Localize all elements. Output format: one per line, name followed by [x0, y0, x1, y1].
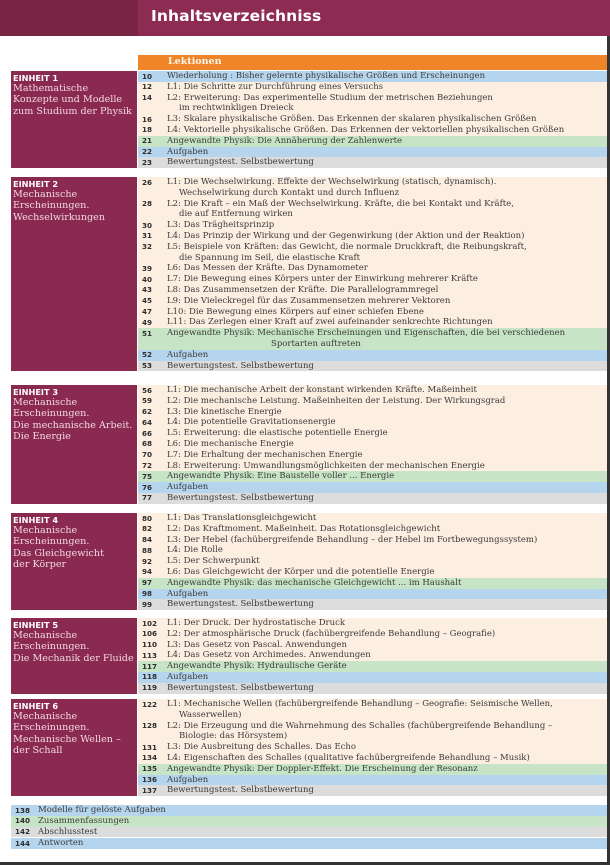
toc-row[interactable]: [138, 471, 607, 482]
toc-row[interactable]: [138, 242, 607, 264]
entry-title: [138, 699, 607, 721]
header-accent-block: [0, 0, 138, 36]
unit-6-panel[interactable]: [11, 699, 137, 796]
entry-line: Bewertungstest. Selbstbewertung: [167, 785, 314, 796]
toc-row[interactable]: [138, 439, 607, 450]
unit-2-panel[interactable]: [11, 177, 137, 371]
toc-row[interactable]: [138, 589, 607, 600]
entry-title: [138, 82, 607, 93]
unit-description-line: Wechselwirkungen: [13, 211, 106, 223]
entry-title: [138, 578, 607, 589]
entry-line: L1: Mechanische Wellen (fachübergreifende Behandlung – Geografie: Seismische Wellen,: [167, 699, 553, 709]
unit-description-line: Erscheinungen.: [13, 536, 90, 548]
lessons-column-header: [138, 55, 607, 70]
entry-line: L4: Das Gesetz von Archimedes. Anwendungen: [167, 650, 371, 661]
entry-title: [138, 493, 607, 504]
entry-title: [138, 683, 607, 694]
entry-line: L8: Das Zusammensetzen der Kräfte. Die Parallelogrammregel: [167, 284, 439, 295]
page-number: 10: [142, 71, 153, 81]
toc-row[interactable]: [138, 317, 607, 328]
page-number: 28: [142, 199, 153, 209]
entry-line: L1: Der Druck. Der hydrostatische Druck: [167, 618, 345, 628]
page-number: 64: [142, 417, 153, 427]
entry-line: L4: Das Prinzip der Wirkung und der Gegenwirkung (der Aktion und der Reaktion): [167, 230, 525, 241]
entry-line: Angewandte Physik: Mechanische Erscheinungen und Eigenschaften, die bei verschiedenen: [167, 328, 566, 339]
entry-title: Abschlusstest: [38, 826, 98, 837]
entry-title: [138, 307, 607, 318]
toc-row[interactable]: [138, 361, 607, 373]
entry-title: [138, 471, 607, 482]
unit-description-line: Die Energie: [13, 431, 71, 443]
unit-description-line: Mechanische: [13, 525, 78, 536]
entry-line: Bewertungstest. Selbstbewertung: [167, 492, 314, 503]
page-number: 43: [142, 285, 153, 295]
entry-line: L1: Die mechanische Arbeit der konstant wirkenden Kräfte. Maßeinheit: [167, 385, 477, 395]
toc-row[interactable]: [138, 136, 607, 147]
entry-title: [138, 177, 607, 199]
entry-continuation: Wasserwellen): [179, 709, 242, 720]
toc-row[interactable]: [138, 629, 607, 640]
page-number: 66: [142, 428, 153, 438]
page-number: 142: [15, 827, 31, 837]
entry-line: L2: Die Kraft – ein Maß der Wechselwirkung. Kräfte, die bei Kontakt und Kräfte,: [167, 198, 514, 209]
entry-title: [138, 545, 607, 556]
entry-line: L1: Das Translationsgleichgewicht: [167, 513, 317, 523]
toc-row[interactable]: [138, 285, 607, 296]
page-number: 88: [142, 545, 153, 555]
entry-line: L3: Das Trägheitsprinzip: [167, 220, 275, 231]
page-number: 92: [142, 556, 153, 566]
toc-row[interactable]: [138, 385, 607, 396]
toc-row[interactable]: [138, 450, 607, 461]
entry-line: L10: Die Bewegung eines Körpers auf einer schiefen Ebene: [167, 306, 424, 317]
entry-line: L6: Das Messen der Kräfte. Das Dynamometer: [167, 263, 368, 274]
toc-row[interactable]: [138, 147, 607, 158]
entry-title: [138, 672, 607, 683]
page-number: 26: [142, 177, 153, 187]
entry-line: L7: Die Bewegung eines Körpers unter der Einwirkung mehrerer Kräfte: [167, 274, 478, 285]
entry-line: Bewertungstest. Selbstbewertung: [167, 360, 314, 371]
unit-description-line: Konzepte und Modelle: [13, 94, 123, 106]
page-number: 49: [142, 317, 153, 327]
page-number: 32: [142, 242, 153, 252]
entry-title: [138, 147, 607, 158]
page-number: 21: [142, 136, 153, 146]
toc-row[interactable]: [138, 407, 607, 418]
page-number: 122: [142, 699, 158, 709]
entry-line: Aufgaben: [167, 482, 209, 493]
toc-row[interactable]: [138, 599, 607, 611]
entry-title: [138, 775, 607, 786]
entry-title: [138, 764, 607, 775]
entry-title: [138, 785, 607, 796]
unit-3-lessons: [138, 385, 607, 505]
entry-title: [138, 407, 607, 418]
entry-title: [138, 231, 607, 242]
page-number: 106: [142, 629, 158, 639]
entry-line: L3: Die kinetische Energie: [167, 406, 282, 417]
entry-title: [138, 556, 607, 567]
toc-row[interactable]: [138, 177, 607, 199]
entry-title: Antworten: [38, 838, 84, 849]
entry-title: [138, 482, 607, 493]
entry-title: [138, 242, 607, 264]
toc-row[interactable]: [138, 493, 607, 505]
page-number: 140: [15, 816, 31, 826]
page-number: 39: [142, 263, 153, 273]
page-number: 75: [142, 471, 153, 481]
page-number: 16: [142, 114, 153, 124]
entry-line: L5: Der Schwerpunkt: [167, 556, 260, 567]
entry-line: Bewertungstest. Selbstbewertung: [167, 599, 314, 610]
toc-row[interactable]: [138, 114, 607, 125]
entry-line: L3: Die Ausbreitung des Schalles. Das Echo: [167, 742, 357, 753]
toc-row[interactable]: [138, 753, 607, 764]
page-number: 70: [142, 450, 153, 460]
toc-row[interactable]: [138, 640, 607, 651]
entry-line: Bewertungstest. Selbstbewertung: [167, 157, 314, 168]
page-number: 98: [142, 589, 153, 599]
toc-row[interactable]: [138, 699, 607, 721]
page-number: 72: [142, 461, 153, 471]
entry-line: L2: Die Erzeugung und die Wahrnehmung des Schalles (fachübergreifende Behandlung –: [167, 720, 553, 731]
page-number: 135: [142, 764, 158, 774]
toc-row[interactable]: [138, 71, 607, 82]
entry-title: [138, 417, 607, 428]
entry-line: L2: Die mechanische Leistung. Maßeinheiten der Leistung. Der Wirkungsgrad: [167, 395, 506, 406]
appendix-list: [11, 805, 607, 849]
page-number: 14: [142, 93, 153, 103]
entry-title: [138, 136, 607, 147]
toc-row[interactable]: [138, 461, 607, 472]
page-number: 97: [142, 578, 153, 588]
unit-description-line: Erscheinungen.: [13, 722, 90, 734]
page-header: [0, 0, 610, 36]
entry-line: L5: Beispiele von Kräften: das Gewicht, die normale Druckkraft, die Reibungskraft,: [167, 241, 527, 252]
unit-description-line: Mechanische: [13, 630, 78, 641]
toc-row[interactable]: [138, 672, 607, 683]
entry-line: L4: Die Rolle: [167, 545, 223, 556]
unit-description-line: Erscheinungen.: [13, 408, 90, 420]
page-number: 131: [142, 742, 158, 752]
page-number: 76: [142, 482, 153, 492]
entry-title: [138, 650, 607, 661]
page-number: 62: [142, 407, 153, 417]
page-number: 134: [142, 753, 158, 763]
entry-continuation: die auf Entfernung wirken: [179, 209, 293, 220]
entry-title: [138, 599, 607, 610]
unit-3-panel[interactable]: [11, 385, 137, 504]
toc-row[interactable]: [138, 396, 607, 407]
appendix-row[interactable]: [11, 816, 607, 827]
unit-5-lessons: [138, 618, 607, 695]
unit-description-line: Mechanische: [13, 711, 78, 722]
page-number: 84: [142, 535, 153, 545]
toc-row[interactable]: [138, 220, 607, 231]
entry-title: [138, 618, 607, 629]
entry-continuation: im rechtwinkligen Dreieck: [179, 103, 294, 114]
unit-1-panel[interactable]: [11, 71, 137, 168]
unit-4-lessons: [138, 513, 607, 611]
toc-row[interactable]: [138, 556, 607, 567]
unit-title: EINHEIT 4: [13, 515, 59, 525]
page-title: Inhaltsverzeichniss: [151, 7, 322, 25]
toc-row[interactable]: [138, 125, 607, 136]
page-number: 40: [142, 274, 153, 284]
entry-title: [138, 535, 607, 546]
page-number: 94: [142, 567, 153, 577]
page-number: 47: [142, 307, 153, 317]
entry-title: [138, 317, 607, 328]
entry-title: [138, 428, 607, 439]
entry-continuation: die Spannung im Seil, die elastische Kraft: [179, 252, 361, 263]
toc-row[interactable]: [138, 567, 607, 578]
unit-5-panel[interactable]: [11, 618, 137, 694]
entry-line: Angewandte Physik: das mechanische Gleichgewicht ... im Haushalt: [167, 577, 462, 588]
entry-line: Aufgaben: [167, 774, 209, 785]
toc-row[interactable]: [138, 618, 607, 629]
page-number: 82: [142, 524, 153, 534]
page-number: 31: [142, 231, 153, 241]
unit-title: EINHEIT 6: [13, 701, 59, 711]
toc-row[interactable]: [138, 82, 607, 93]
entry-line: L4: Die potentielle Gravitationsenergie: [167, 417, 336, 428]
entry-title: [138, 361, 607, 372]
entry-line: L6: Das Gleichgewicht der Körper und die potentielle Energie: [167, 566, 435, 577]
page-number: 110: [142, 640, 158, 650]
unit-title: EINHEIT 5: [13, 620, 59, 630]
entry-line: L9: Die Vieleckregel für das Zusammensetzen mehrerer Vektoren: [167, 295, 451, 306]
page-number: 119: [142, 683, 158, 693]
page-number: 68: [142, 439, 153, 449]
appendix-row[interactable]: [11, 838, 607, 849]
page-number: 23: [142, 157, 153, 167]
toc-row[interactable]: [138, 307, 607, 318]
page-number: 18: [142, 125, 153, 135]
page-number: 128: [142, 721, 158, 731]
entry-title: [138, 274, 607, 285]
entry-line: L2: Das Kraftmoment. Maßeinheit. Das Rotationsgleichgewicht: [167, 523, 441, 534]
unit-4-panel[interactable]: [11, 513, 137, 610]
page-number: 80: [142, 513, 153, 523]
page-number: 51: [142, 328, 153, 338]
entry-title: [138, 742, 607, 753]
toc-row[interactable]: [138, 274, 607, 285]
unit-2-lessons: [138, 177, 607, 372]
toc-row[interactable]: [138, 93, 607, 115]
unit-description-line: Die mechanische Arbeit.: [13, 419, 133, 431]
entry-title: [138, 753, 607, 764]
unit-title: EINHEIT 3: [13, 387, 59, 397]
unit-description-line: Mechanische: [13, 189, 78, 200]
entry-line: L8: Erweiterung: Umwandlungsmöglichkeiten der mechanischen Energie: [167, 460, 485, 471]
toc-row[interactable]: [138, 683, 607, 695]
entry-title: [138, 567, 607, 578]
entry-title: [138, 513, 607, 524]
toc-row[interactable]: [138, 417, 607, 428]
entry-line: L4: Vektorielle physikalische Größen. Das Erkennen der vektoriellen physikalischen Größen: [167, 124, 565, 135]
toc-row[interactable]: [138, 524, 607, 535]
toc-row[interactable]: [138, 263, 607, 274]
entry-title: [138, 396, 607, 407]
entry-line: L1: Die Schritte zur Durchführung eines Versuchs: [167, 81, 384, 92]
entry-continuation: Biologie: das Hörsystem): [179, 731, 288, 742]
entry-title: [138, 71, 607, 82]
entry-title: [138, 450, 607, 461]
entry-line: L2: Erweiterung: Das experimentelle Studium der metrischen Beziehungen: [167, 92, 493, 103]
entry-title: [138, 220, 607, 231]
entry-title: [138, 589, 607, 600]
unit-description-line: Die Mechanik der Fluide: [13, 652, 134, 664]
page-number: 117: [142, 661, 158, 671]
unit-description-line: Das Gleichgewicht: [13, 547, 104, 559]
entry-title: [138, 199, 607, 221]
entry-line: L3: Skalare physikalische Größen. Das Erkennen der skalaren physikalischen Größen: [167, 114, 537, 125]
entry-line: Wiederholung : Bisher gelernte physikalische Größen und Erscheinungen: [167, 71, 486, 81]
page-number: 52: [142, 350, 153, 360]
toc-row[interactable]: [138, 513, 607, 524]
unit-description-line: Mechanische Wellen –: [13, 733, 121, 745]
appendix-row[interactable]: [11, 827, 607, 839]
unit-description-line: Mechanische: [13, 397, 78, 408]
page-number: 144: [15, 838, 31, 848]
entry-line: Bewertungstest. Selbstbewertung: [167, 682, 314, 693]
entry-title: [138, 285, 607, 296]
toc-row[interactable]: [138, 578, 607, 589]
entry-title: [138, 114, 607, 125]
toc-row[interactable]: [138, 328, 607, 350]
entry-title: [138, 629, 607, 640]
entry-line: Angewandte Physik: Hydraulische Geräte: [167, 661, 347, 672]
entry-title: [138, 350, 607, 361]
entry-title: [138, 461, 607, 472]
entry-title: [138, 93, 607, 115]
toc-row[interactable]: [138, 157, 607, 169]
entry-line: Aufgaben: [167, 588, 209, 599]
entry-line: Angewandte Physik: Eine Baustelle voller ... Energie: [167, 471, 395, 482]
unit-description-line: der Schall: [13, 745, 63, 757]
page-number: 118: [142, 672, 158, 682]
entry-line: Angewandte Physik: Der Doppler-Effekt. Die Erscheinung der Resonanz: [167, 763, 478, 774]
unit-title: EINHEIT 2: [13, 179, 59, 189]
page-number: 12: [142, 82, 153, 92]
toc-row[interactable]: [138, 296, 607, 307]
entry-line: L1: Die Wechselwirkung. Effekte der Wechselwirkung (statisch, dynamisch).: [167, 177, 497, 187]
unit-1-lessons: [138, 71, 607, 169]
entry-title: [138, 661, 607, 672]
entry-title: [138, 524, 607, 535]
entry-line: L2: Der atmosphärische Druck (fachübergreifende Behandlung – Geografie): [167, 628, 496, 639]
entry-line: L3: Der Hebel (fachübergreifende Behandlung – der Hebel im Fortbewegungssystem): [167, 534, 538, 545]
page-number: 136: [142, 775, 158, 785]
unit-title: EINHEIT 1: [13, 73, 59, 83]
toc-row[interactable]: [138, 785, 607, 797]
entry-title: [138, 328, 607, 350]
entry-line: Angewandte Physik: Die Annäherung der Zahlenwerte: [167, 135, 403, 146]
lessons-header-label: Lektionen: [168, 56, 222, 67]
entry-title: [138, 640, 607, 651]
toc-row[interactable]: [138, 545, 607, 556]
toc-row[interactable]: [138, 199, 607, 221]
page-number: 59: [142, 396, 153, 406]
unit-description-line: zum Studium der Physik: [13, 105, 132, 117]
entry-line: L7: Die Erhaltung der mechanischen Energie: [167, 449, 363, 460]
page-number: 56: [142, 385, 153, 395]
toc-row[interactable]: [138, 428, 607, 439]
unit-description-line: der Körper: [13, 559, 67, 571]
page-number: 137: [142, 785, 158, 795]
entry-line: Aufgaben: [167, 671, 209, 682]
entry-title: [138, 263, 607, 274]
entry-line: L4: Eigenschaften des Schalles (qualitative fachübergreifende Behandlung – Musik): [167, 752, 530, 763]
entry-line: L3: Das Gesetz von Pascal. Anwendungen: [167, 639, 347, 650]
page-number: 53: [142, 361, 153, 371]
entry-title: [138, 125, 607, 136]
entry-line: L11: Das Zerlegen einer Kraft auf zwei aufeinander senkrechte Richtungen: [167, 317, 493, 328]
page-number: 30: [142, 220, 153, 230]
entry-title: Zusammenfassungen: [38, 815, 130, 826]
entry-title: [138, 296, 607, 307]
page-number: 99: [142, 599, 153, 609]
page-number: 113: [142, 650, 158, 660]
page-number: 22: [142, 147, 153, 157]
entry-title: [138, 439, 607, 450]
toc-row[interactable]: [138, 482, 607, 493]
page-number: 45: [142, 296, 153, 306]
unit-6-lessons: [138, 699, 607, 797]
page-number: 102: [142, 618, 158, 628]
toc-row[interactable]: [138, 721, 607, 743]
toc-row[interactable]: [138, 775, 607, 786]
page-number: 138: [15, 805, 31, 815]
unit-description-line: Erscheinungen.: [13, 641, 90, 653]
entry-title: [138, 385, 607, 396]
toc-row[interactable]: [138, 350, 607, 361]
toc-row[interactable]: [138, 650, 607, 661]
entry-title: [138, 157, 607, 168]
unit-description-line: Mathematische: [13, 83, 89, 94]
entry-title: Modelle für gelöste Aufgaben: [38, 805, 166, 815]
entry-continuation: Sportarten auftreten: [271, 338, 361, 349]
toc-row[interactable]: [138, 764, 607, 775]
page-number: 77: [142, 493, 153, 503]
toc-row[interactable]: [138, 742, 607, 753]
entry-continuation: Wechselwirkung durch Kontakt und durch Influenz: [179, 187, 400, 198]
unit-description-line: Erscheinungen.: [13, 200, 90, 212]
entry-line: L5: Erweiterung: die elastische potentielle Energie: [167, 428, 388, 439]
entry-title: [138, 721, 607, 743]
toc-row[interactable]: [138, 661, 607, 672]
entry-line: L6: Die mechanische Energie: [167, 438, 294, 449]
entry-line: Aufgaben: [167, 146, 209, 157]
toc-row[interactable]: [138, 535, 607, 546]
toc-row[interactable]: [138, 231, 607, 242]
entry-line: Aufgaben: [167, 349, 209, 360]
appendix-row[interactable]: [11, 805, 607, 816]
